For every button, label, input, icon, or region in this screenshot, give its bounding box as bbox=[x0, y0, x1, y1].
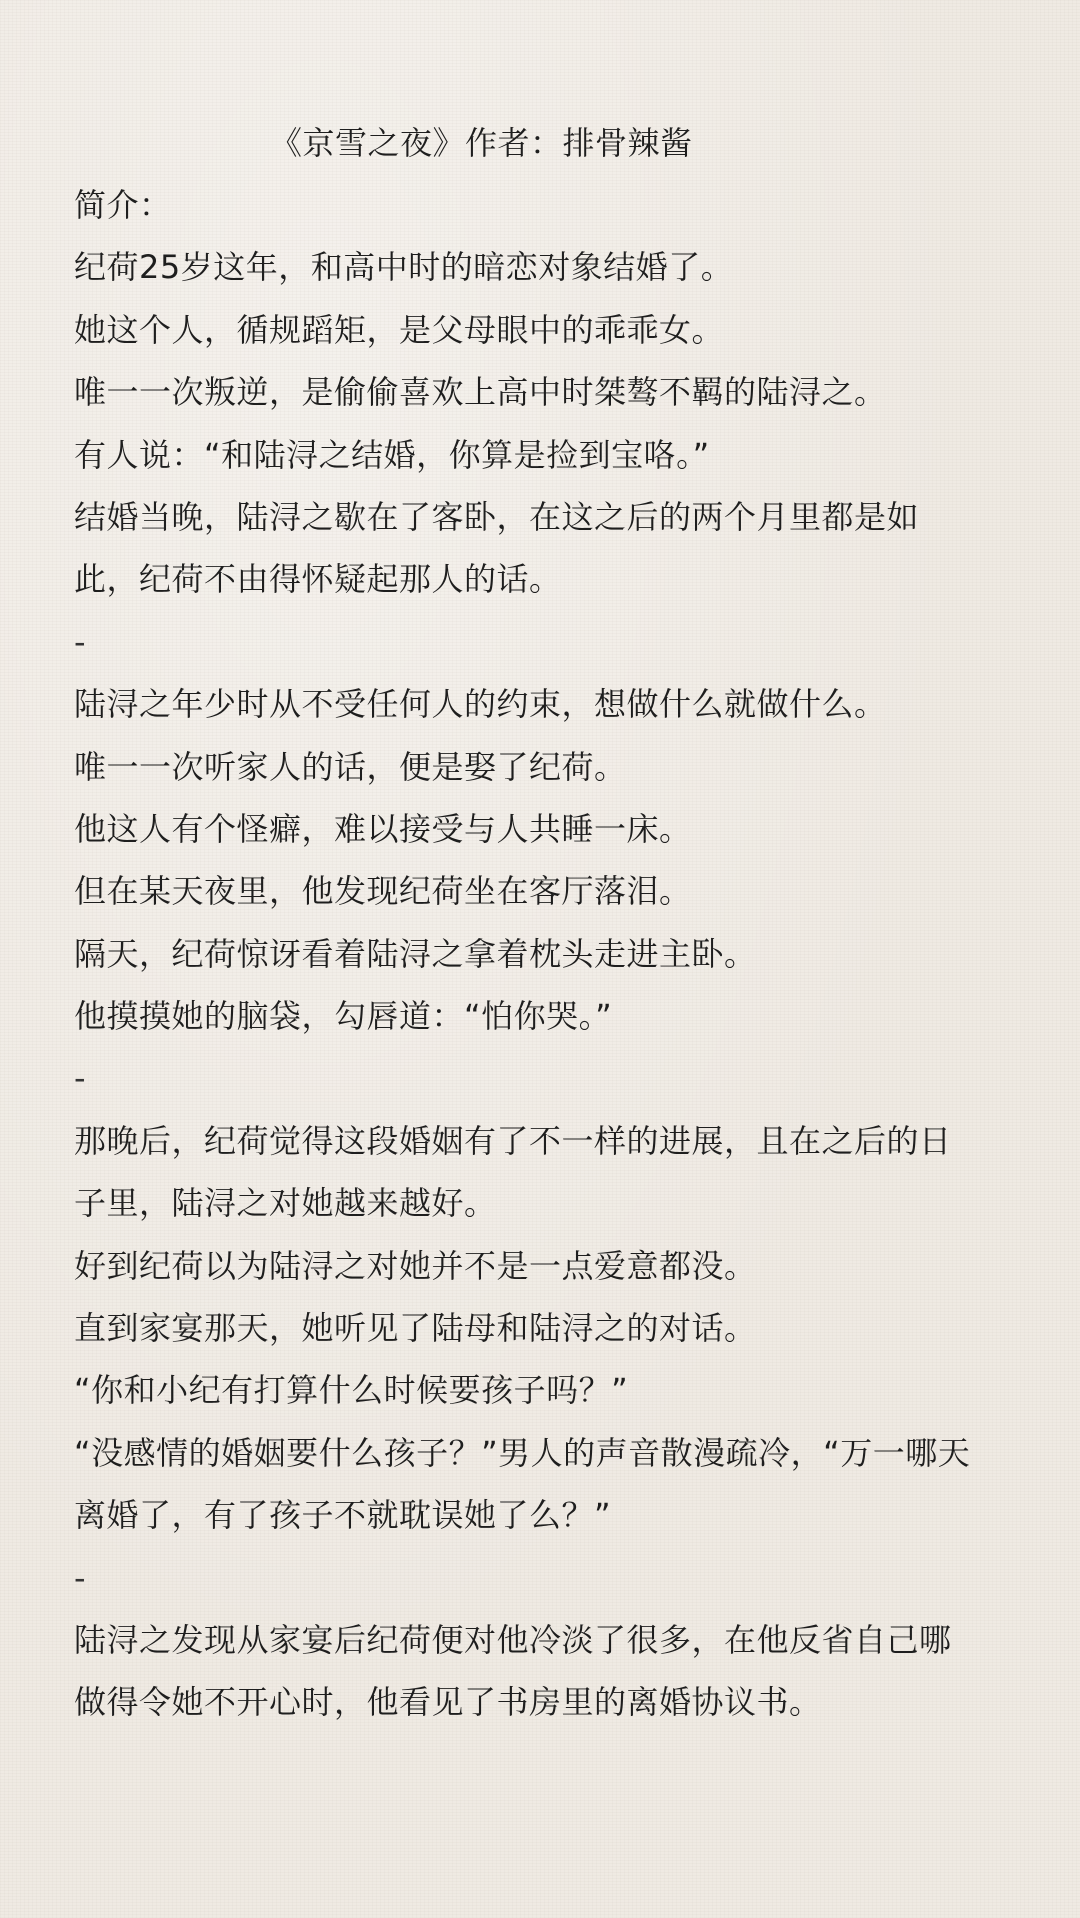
text-line: 好到纪荷以为陆浔之对她并不是一点爱意都没。 bbox=[74, 1246, 757, 1285]
section-separator: - bbox=[74, 622, 86, 661]
text-line: 陆浔之发现从家宴后纪荷便对他冷淡了很多，在他反省自己哪 bbox=[74, 1620, 952, 1659]
text-line: 子里，陆浔之对她越来越好。 bbox=[74, 1184, 497, 1223]
text-line: 直到家宴那天，她听见了陆母和陆浔之的对话。 bbox=[74, 1309, 757, 1348]
text-line: 唯一一次听家人的话，便是娶了纪荷。 bbox=[74, 747, 627, 786]
text-line: 唯一一次叛逆，是偷偷喜欢上高中时桀骜不羁的陆浔之。 bbox=[74, 373, 887, 412]
text-page bbox=[74, 112, 1014, 1734]
section-separator: - bbox=[74, 1059, 86, 1098]
text-line: 结婚当晚，陆浔之歇在了客卧，在这之后的两个月里都是如 bbox=[74, 497, 920, 536]
text-line: 陆浔之年少时从不受任何人的约束，想做什么就做什么。 bbox=[74, 685, 887, 724]
text-line: “你和小纪有打算什么时候要孩子吗？” bbox=[74, 1371, 629, 1410]
text-line: 有人说：“和陆浔之结婚，你算是捡到宝咯。” bbox=[74, 435, 710, 474]
synopsis-body bbox=[74, 174, 1014, 1734]
text-line: 那晚后，纪荷觉得这段婚姻有了不一样的进展，且在之后的日 bbox=[74, 1121, 952, 1160]
book-title: 《京雪之夜》作者：排骨辣酱 bbox=[270, 124, 693, 162]
text-line: “没感情的婚姻要什么孩子？”男人的声音散漫疏冷，“万一哪天 bbox=[74, 1433, 971, 1472]
text-line: 做得令她不开心时，他看见了书房里的离婚协议书。 bbox=[74, 1683, 822, 1722]
text-line: 但在某天夜里，他发现纪荷坐在客厅落泪。 bbox=[74, 872, 692, 911]
text-line: 他这人有个怪癖，难以接受与人共睡一床。 bbox=[74, 809, 692, 848]
text-line: 此，纪荷不由得怀疑起那人的话。 bbox=[74, 560, 562, 599]
text-line: 离婚了，有了孩子不就耽误她了么？” bbox=[74, 1496, 612, 1535]
text-line: 纪荷25岁这年，和高中时的暗恋对象结婚了。 bbox=[74, 248, 734, 287]
section-separator: - bbox=[74, 1558, 86, 1597]
text-line: 她这个人，循规蹈矩，是父母眼中的乖乖女。 bbox=[74, 310, 725, 349]
synopsis-heading: 简介： bbox=[74, 186, 172, 224]
text-line: 隔天，纪荷惊讶看着陆浔之拿着枕头走进主卧。 bbox=[74, 934, 757, 973]
text-line: 他摸摸她的脑袋，勾唇道：“怕你哭。” bbox=[74, 997, 613, 1036]
